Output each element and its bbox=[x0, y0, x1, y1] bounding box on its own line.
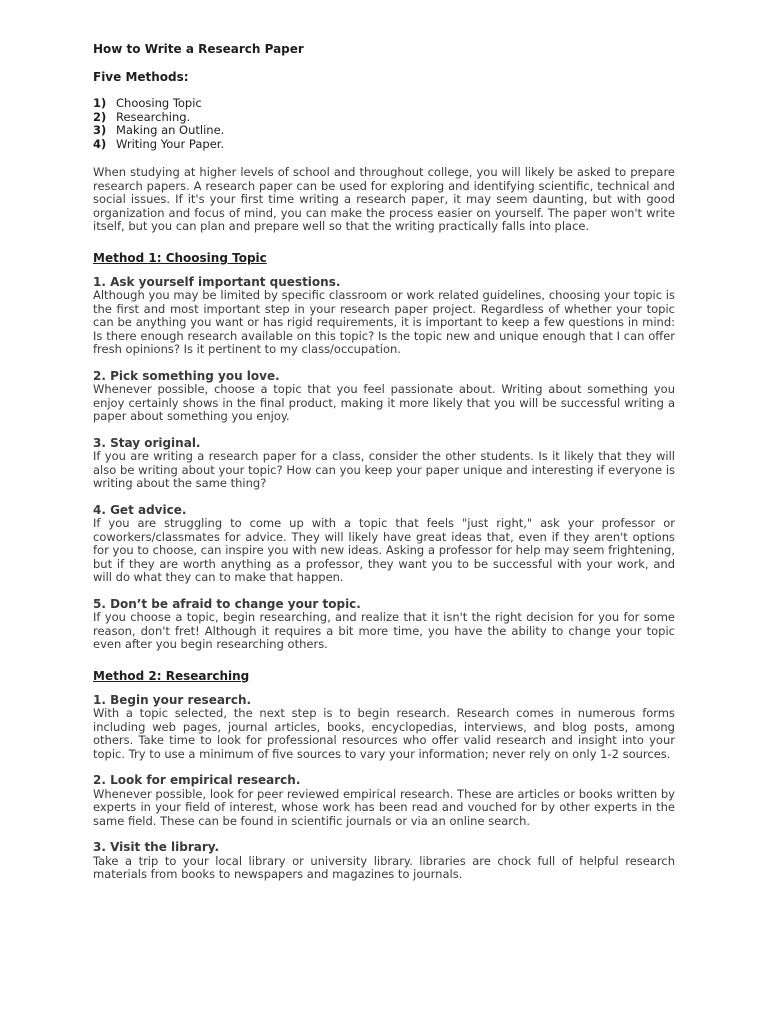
step-block bbox=[93, 276, 675, 357]
method-list-item bbox=[93, 138, 675, 152]
method-list-item bbox=[93, 97, 675, 111]
step-title: 2. Pick something you love. bbox=[93, 368, 280, 383]
step-title: 3. Stay original. bbox=[93, 435, 201, 450]
step-body: Whenever possible, choose a topic that you feel passionate about. Writing about something you enjoy certainly shows in the final product, making it more likely that you will be successful writing a paper about something you enjoy. bbox=[93, 382, 675, 423]
step-title: 2. Look for empirical research. bbox=[93, 773, 301, 787]
step-title: 1. Begin your research. bbox=[93, 692, 252, 707]
step-title: 1. Ask yourself important questions. bbox=[93, 274, 341, 289]
step-body: Although you may be limited by specific classroom or work related guidelines, choosing your topic is the first and most important step in your research paper project. Regardless of whether your topic can be anything you want or has rigid requirements, it is important to keep a few questions in mind: Is there enough research available on this topic? Is the topic new and unique enough that I can offer fresh opinions? Is it pertinent to my class/occupation. bbox=[93, 288, 675, 356]
intro-paragraph: When studying at higher levels of school and throughout college, you will likely be asked to prepare research papers. A research paper can be used for exploring and identifying scientific, technical and social issues. If it's your first time writing a research paper, it may seem daunting, but with good organization and focus of mind, you can make the process easier on yourself. The paper won't write itself, but you can plan and prepare well so that the writing practically falls into place. bbox=[93, 165, 675, 233]
step-block bbox=[93, 774, 675, 828]
step-body: Take a trip to your local library or university library. libraries are chock full of helpful research materials from books to newspapers and magazines to journals. bbox=[93, 853, 675, 881]
method-number: 4) bbox=[93, 136, 107, 151]
method-label: Choosing Topic bbox=[116, 96, 202, 110]
section-title-method-1: Method 1: Choosing Topic bbox=[93, 250, 267, 265]
step-block bbox=[93, 370, 675, 424]
method-number: 2) bbox=[93, 109, 107, 124]
section-title-method-2: Method 2: Researching bbox=[93, 668, 250, 683]
methods-heading: Five Methods: bbox=[93, 70, 189, 84]
step-block bbox=[93, 841, 675, 882]
step-body: If you choose a topic, begin researching, and realize that it isn't the right decision for you for some reason, don't fret! Although it requires a bit more time, you have the ability to change your topic even after you begin researching others. bbox=[93, 610, 675, 651]
method-list-item bbox=[93, 124, 675, 138]
step-body: Whenever possible, look for peer reviewed empirical research. These are articles or books written by experts in your field of interest, whose work has been read and vouched for by other experts in the same field. These can be found in scientific journals or via an online search. bbox=[93, 786, 675, 828]
step-body: If you are writing a research paper for a class, consider the other students. Is it likely that they will also be writing about your topic? How can you keep your paper unique and interesting if everyone is writing about the same thing? bbox=[93, 449, 675, 490]
method-label: Writing Your Paper. bbox=[116, 136, 225, 151]
method-number: 1) bbox=[93, 96, 107, 110]
step-block bbox=[93, 694, 675, 762]
step-body: If you are struggling to come up with a topic that feels "just right," ask your professor or coworkers/classmates for advice. They will likely have great ideas that, even if they aren't options for you to choose, can inspire you with new ideas. Asking a professor for help may seem frightening, but if they are worth anything as a professor, they want you to be successful with your work, and will do what they can to make that happen. bbox=[93, 516, 675, 584]
step-block bbox=[93, 504, 675, 585]
methods-list bbox=[93, 97, 675, 151]
step-title: 4. Get advice. bbox=[93, 502, 187, 517]
step-body: With a topic selected, the next step is to begin research. Research comes in numerous forms including web pages, journal articles, books, encyclopedias, interviews, and blog posts, among others. Take time to look for professional resources who offer valid research and insight into your topic. Try to use a minimum of five sources to vary your information; never rely on only 1-2 sources. bbox=[93, 706, 675, 761]
step-block bbox=[93, 437, 675, 491]
method-list-item bbox=[93, 111, 675, 125]
method-label: Researching. bbox=[116, 109, 191, 124]
step-title: 3. Visit the library. bbox=[93, 840, 220, 854]
method-number: 3) bbox=[93, 123, 107, 137]
method-label: Making an Outline. bbox=[116, 123, 225, 137]
document-title: How to Write a Research Paper bbox=[93, 42, 304, 56]
step-block bbox=[93, 598, 675, 652]
step-title: 5. Don’t be afraid to change your topic. bbox=[93, 596, 361, 611]
